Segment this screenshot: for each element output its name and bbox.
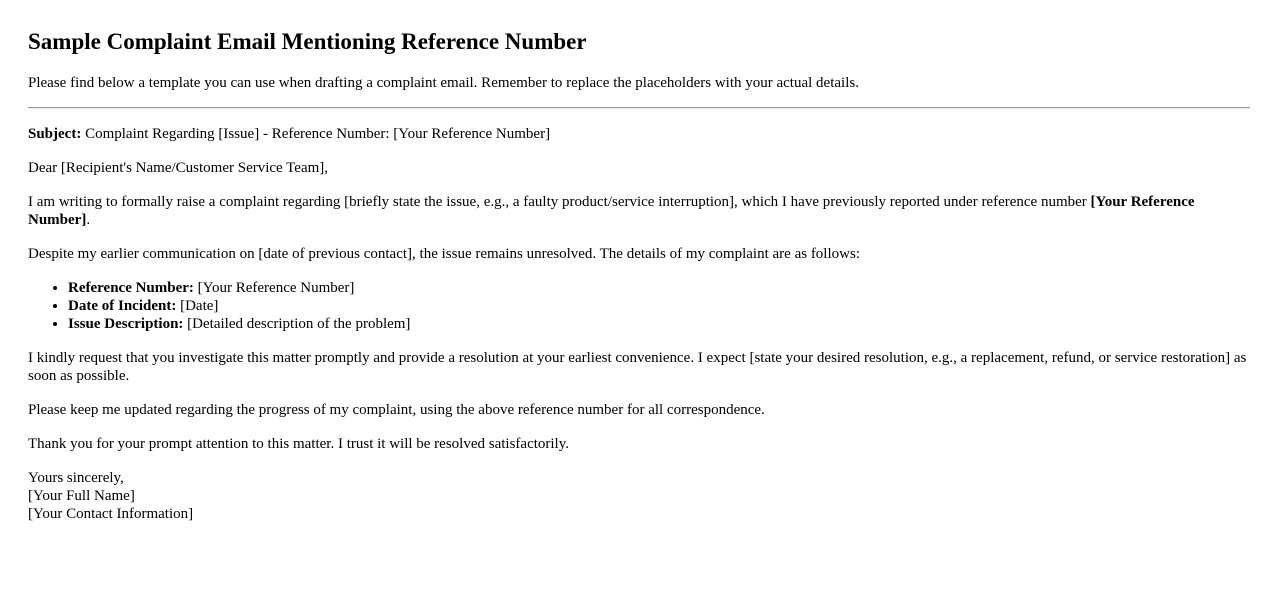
detail-value: [Detailed description of the problem] xyxy=(183,316,411,332)
detail-label: Reference Number: xyxy=(68,280,194,296)
email-paragraph-3: I kindly request that you investigate this matter promptly and provide a resolution at your earliest convenience. I expect [state your desired resolution, e.g., a replacement, refund, or service restoration] as soon as possible. xyxy=(28,350,1247,384)
detail-label: Date of Incident: xyxy=(68,298,177,314)
list-item xyxy=(68,279,1250,297)
email-signature xyxy=(28,469,1250,523)
sender-name: [Your Full Name] xyxy=(28,488,135,504)
paragraph-1-reference: [Your Reference Number] xyxy=(28,194,1195,228)
email-paragraph-5: Thank you for your prompt attention to this matter. I trust it will be resolved satisfactorily. xyxy=(28,436,570,452)
email-subject xyxy=(28,125,1250,143)
subject-text: Complaint Regarding [Issue] - Reference Number: [Your Reference Number] xyxy=(81,126,551,142)
detail-value: [Date] xyxy=(176,298,219,314)
email-paragraph-4: Please keep me updated regarding the progress of my complaint, using the above reference number for all correspondence. xyxy=(28,402,765,418)
detail-label: Issue Description: xyxy=(68,316,184,332)
complaint-details-list xyxy=(28,279,1250,333)
sender-contact: [Your Contact Information] xyxy=(28,506,194,522)
email-greeting: Dear [Recipient's Name/Customer Service Team], xyxy=(28,160,329,176)
email-paragraph-1 xyxy=(28,193,1250,229)
list-item xyxy=(68,315,1250,333)
page-title: Sample Complaint Email Mentioning Reference Number xyxy=(28,29,587,54)
divider xyxy=(28,107,1250,109)
email-paragraph-2: Despite my earlier communication on [date of previous contact], the issue remains unresolved. The details of my complaint are as follows: xyxy=(28,246,860,262)
subject-label: Subject: xyxy=(28,126,82,142)
intro-text: Please find below a template you can use when drafting a complaint email. Remember to replace the placeholders with your actual details. xyxy=(28,75,859,91)
paragraph-1-text: I am writing to formally raise a complaint regarding [briefly state the issue, e.g., a faulty product/service interruption], which I have previously reported under reference number xyxy=(28,194,1091,210)
list-item xyxy=(68,297,1250,315)
closing: Yours sincerely, xyxy=(28,470,124,486)
paragraph-1-end: . xyxy=(86,212,91,228)
detail-value: [Your Reference Number] xyxy=(193,280,355,296)
